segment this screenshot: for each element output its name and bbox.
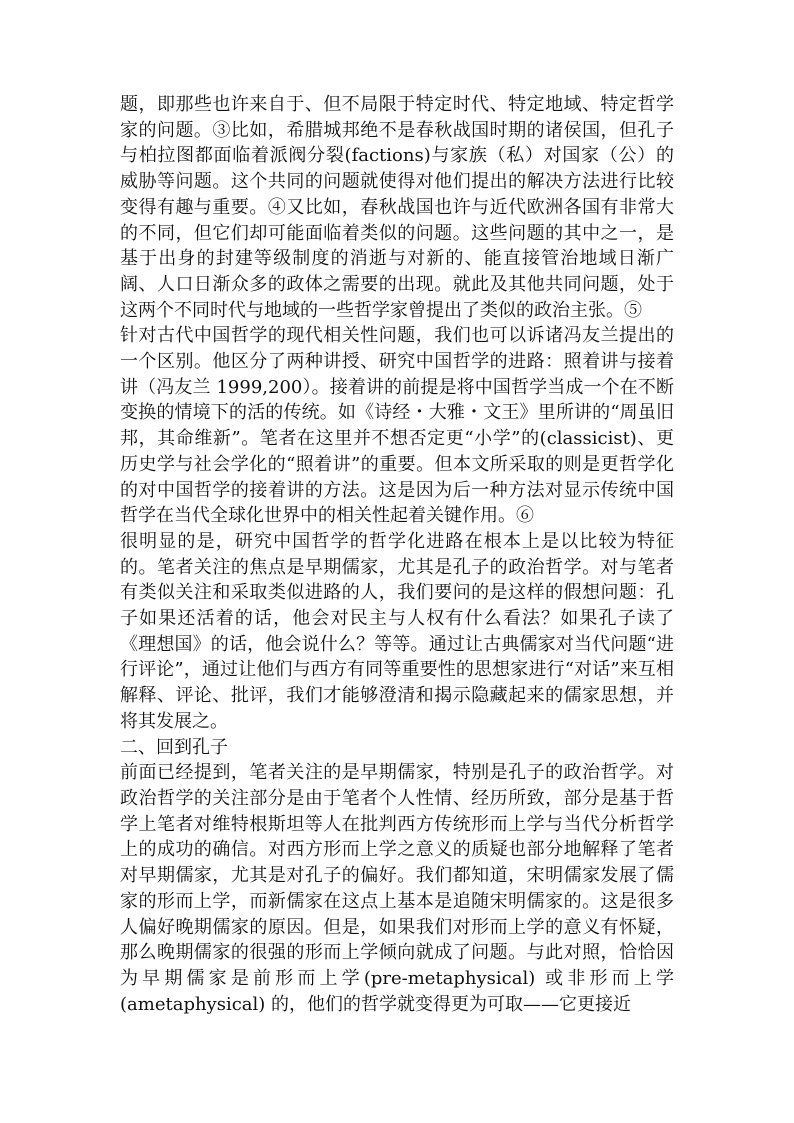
paragraph-3: 很明显的是，研究中国哲学的哲学化进路在根本上是以比较为特征的。笔者关注的焦点是早期儒家，尤其是孔子的政治哲学。对与笔者有类似关注和采取类似进路的人，我们要问的是这样的假想问题：孔子如果还活着的话，他会对民主与人权有什么看法？如果孔子读了《理想国》的话，他会说什么？等等。通过让古典儒家对当代问题“进行评论”，通过让他们与西方有同等重要性的思想家进行“对话”来互相解释、评论、批评，我们才能够澄清和揭示隐藏起来的儒家思想，并将其发展之。: [120, 530, 674, 732]
paragraph-1: 题，即那些也许来自于、但不局限于特定时代、特定地域、特定哲学家的问题。③比如，希腊城邦绝不是春秋战国时期的诸侯国，但孔子与柏拉图都面临着派阀分裂(factions)与家族（私）对国家（公）的威胁等问题。这个共同的问题就使得对他们提出的解决方法进行比较变得有趣与重要。④又比如，春秋战国也许与近代欧洲各国有非常大的不同，但它们却可能面临着类似的问题。这些问题的其中之一，是基于出身的封建等级制度的消逝与对新的、能直接管治地域日渐广阔、人口日渐众多的政体之需要的出现。就此及其他共同问题，处于这两个不同时代与地域的一些哲学家曾提出了类似的政治主张。⑤: [120, 94, 674, 321]
paragraph-2: 针对古代中国哲学的现代相关性问题，我们也可以诉诸冯友兰提出的一个区别。他区分了两种讲授、研究中国哲学的进路：照着讲与接着讲（冯友兰 1999,200）。接着讲的前提是将中国哲学当成一个在不断变换的情境下的活的传统。如《诗经・大雅・文王》里所讲的“周虽旧邦，其命维新”。笔者在这里并不想否定更“小学”的(classicist)、更历史学与社会学化的“照着讲”的重要。但本文所采取的则是更哲学化的对中国哲学的接着讲的方法。这是因为后一种方法对显示传统中国哲学在当代全球化世界中的相关性起着关键作用。⑥: [120, 325, 674, 527]
document-body: [120, 92, 674, 1017]
paragraph-4: 前面已经提到，笔者关注的是早期儒家，特别是孔子的政治哲学。对政治哲学的关注部分是由于笔者个人性情、经历所致，部分是基于哲学上笔者对维特根斯坦等人在批判西方传统形而上学与当代分析哲学上的成功的确信。对西方形而上学之意义的质疑也部分地解释了笔者对早期儒家，尤其是对孔子的偏好。我们都知道，宋明儒家发展了儒家的形而上学，而新儒家在这点上基本是追随宋明儒家的。这是很多人偏好晚期儒家的原因。但是，如果我们对形而上学的意义有怀疑，那么晚期儒家的很强的形而上学倾向就成了问题。与此对照，恰恰因为早期儒家是前形而上学(pre-metaphysical) 或非形而上学(ametaphysical) 的，他们的哲学就变得更为可取——它更接近: [120, 762, 674, 1015]
section-heading: 二、回到孔子: [120, 736, 228, 758]
